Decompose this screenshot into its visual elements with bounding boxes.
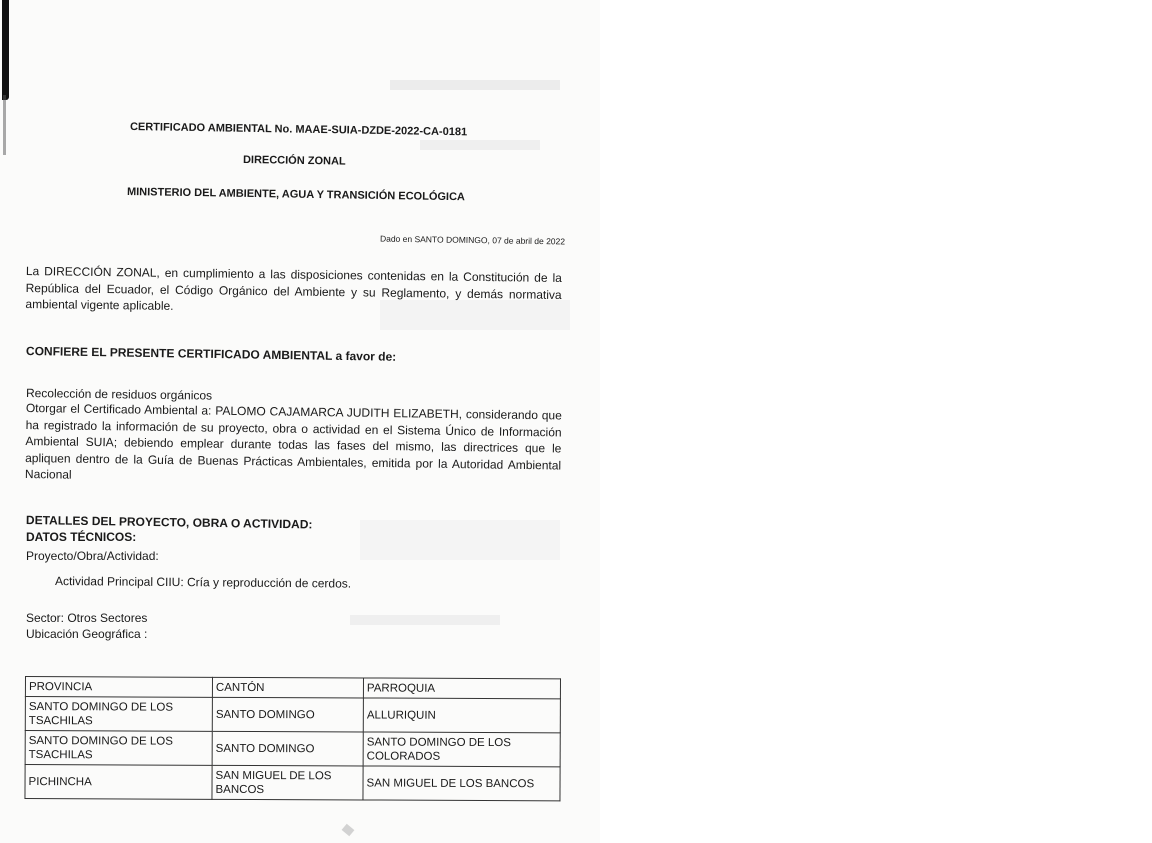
issue-date: Dado en SANTO DOMINGO, 07 de abril de 2022 (379, 233, 566, 247)
table-cell: SANTO DOMINGO DE LOS COLORADOS (363, 732, 560, 767)
technical-heading: DATOS TÉCNICOS: (26, 530, 137, 544)
table-cell: ALLURIQUIN (363, 698, 560, 733)
table-cell: SANTO DOMINGO DE LOS TSACHILAS (25, 731, 212, 766)
scan-speck (342, 824, 355, 837)
department-title: DIRECCIÓN ZONAL (242, 154, 346, 168)
scan-edge-shadow (2, 0, 9, 100)
certificate-number: CERTIFICADO AMBIENTAL No. MAAE-SUIA-DZDE-2022-CA-0181 (129, 121, 468, 139)
table-cell: SANTO DOMINGO (212, 697, 363, 732)
activity-title: Recolección de residuos orgánicos (25, 386, 213, 403)
sector-line: Sector: Otros Sectores (26, 611, 148, 625)
project-label: Proyecto/Obra/Actividad: (26, 549, 159, 563)
table-cell: SANTO DOMINGO DE LOS TSACHILAS (25, 697, 212, 732)
location-label: Ubicación Geográfica : (26, 627, 148, 641)
table-cell: SANTO DOMINGO (212, 731, 363, 766)
table-row (25, 765, 560, 801)
ministry-title: MINISTERIO DEL AMBIENTE, AGUA Y TRANSICIÓN ECOLÓGICA (126, 186, 466, 204)
location-table (24, 676, 561, 801)
table-header-row (25, 677, 560, 699)
table-row (25, 697, 560, 733)
confers-heading: CONFIERE EL PRESENTE CERTIFICADO AMBIENTAL a favor de: (25, 344, 397, 364)
table-cell: SAN MIGUEL DE LOS BANCOS (212, 765, 363, 800)
grant-paragraph: Otorgar el Certificado Ambiental a: PALOMO CAJAMARCA JUDITH ELIZABETH, considerando que ha registrado la información de su proyecto, obra o actividad en el Sistema Único de Información Ambiental SUIA; debiendo emplear durante todas las fases del mismo, las directrices que le apliquen dentro de la Guía de Buenas Prácticas Ambientales, emitida por la Autoridad Ambiental Nacional (24, 400, 562, 482)
table-row (25, 731, 560, 767)
table-cell: PICHINCHA (25, 765, 212, 800)
details-heading: DETALLES DEL PROYECTO, OBRA O ACTIVIDAD: (25, 513, 313, 532)
main-activity: Actividad Principal CIIU: Cría y reproducción de cerdos. (54, 574, 352, 591)
column-header: CANTÓN (212, 677, 363, 698)
column-header: PROVINCIA (25, 677, 212, 698)
intro-paragraph: La DIRECCIÓN ZONAL, en cumplimiento a las disposiciones contenidas en la Constitución de la República del Ecuador, el Código Orgánico del Ambiente y su Reglamento, y demás normativa ambiental vigente aplicable. (25, 263, 562, 313)
column-header: PARROQUIA (363, 678, 560, 699)
table-cell: SAN MIGUEL DE LOS BANCOS (363, 766, 560, 801)
scan-edge-mark (3, 95, 6, 155)
